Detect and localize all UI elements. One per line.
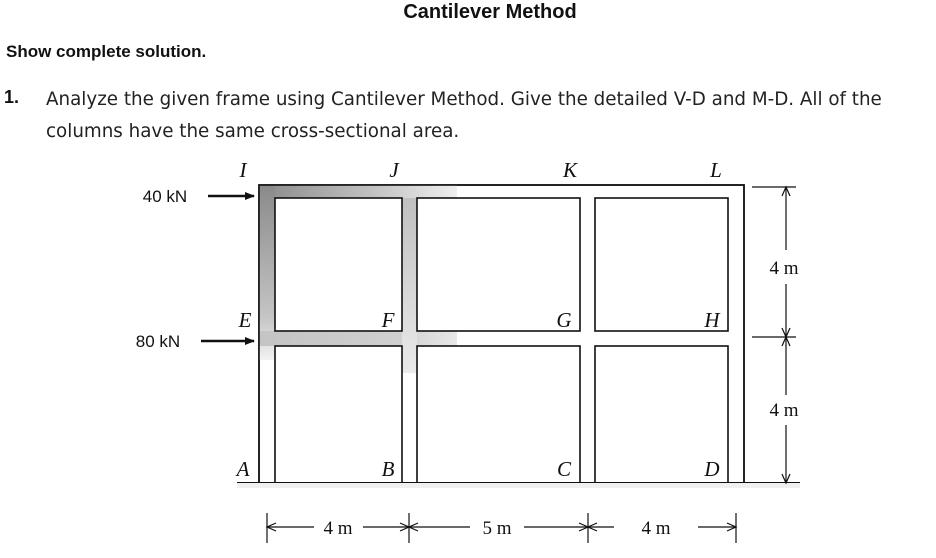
page-title: Cantilever Method (403, 1, 577, 23)
load-label-roof: 40 kN (142, 187, 188, 206)
frame-structure (237, 185, 800, 488)
joint-label-i: I (239, 158, 247, 182)
joint-label-a: A (236, 457, 250, 481)
height-lower-label: 4 m (769, 400, 799, 421)
width-bay2-label: 5 m (482, 518, 512, 539)
joint-label-g: G (556, 308, 572, 332)
load-floor (136, 332, 254, 351)
height-upper-label: 4 m (769, 258, 799, 279)
load-label-floor: 80 kN (135, 332, 181, 351)
instruction-text: Show complete solution. (6, 42, 207, 61)
question-text: Analyze the given frame using Cantilever Method. Give the detailed V-D and M-D. All of the columns have the same cross-sectional area. (46, 89, 882, 142)
joint-label-k: K (562, 158, 578, 182)
load-roof (143, 187, 254, 206)
width-bay3-label: 4 m (641, 518, 671, 539)
joint-label-e: E (238, 308, 252, 332)
joint-label-h: H (704, 308, 720, 332)
question-number: 1. (4, 87, 20, 107)
joint-label-c: C (556, 457, 572, 481)
joint-label-f: F (381, 308, 395, 332)
joint-label-b: B (381, 457, 395, 481)
height-dimensions (752, 187, 799, 483)
joint-label-d: D (704, 457, 720, 481)
width-bay1-label: 4 m (323, 518, 353, 539)
joint-label-j: J (389, 158, 399, 182)
joint-label-l: L (710, 158, 722, 182)
